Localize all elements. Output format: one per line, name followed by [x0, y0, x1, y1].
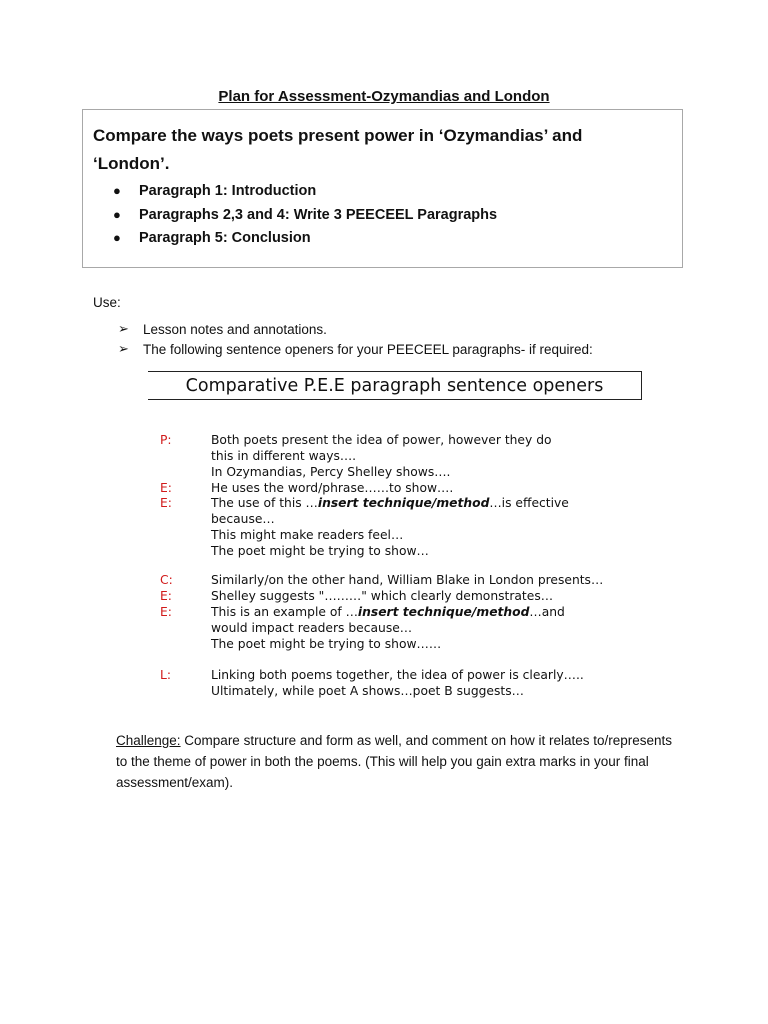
opener-letter: P:: [160, 433, 172, 447]
bullet-icon: ●: [113, 230, 121, 245]
opener-row: [0, 605, 768, 621]
opener-text: [211, 528, 403, 542]
opener-row: [0, 573, 768, 589]
opener-text: [211, 512, 275, 526]
opener-text-start: This might make readers feel…: [211, 528, 404, 542]
opener-text: [211, 589, 553, 603]
opener-text: [211, 449, 356, 463]
opener-row: [0, 481, 768, 497]
opener-text: [211, 684, 524, 698]
opener-row: [0, 621, 768, 637]
opener-text-start: He uses the word/phrase……to show….: [211, 481, 454, 495]
opener-text: [211, 481, 453, 495]
task-item-introduction: Paragraph 1: Introduction: [139, 183, 317, 199]
opener-text-start: because…: [211, 512, 275, 526]
challenge-label: Challenge:: [116, 733, 181, 748]
opener-row: [0, 449, 768, 465]
opener-letter: E:: [160, 481, 172, 495]
resource-item: Lesson notes and annotations.: [143, 322, 327, 337]
opener-text: [211, 637, 441, 651]
opener-text: [211, 433, 552, 447]
opener-text-end: …is effective: [489, 496, 569, 510]
task-item-conclusion: Paragraph 5: Conclusion: [139, 230, 311, 246]
opener-text-start: Shelley suggests "………" which clearly demonstrates…: [211, 589, 554, 603]
opener-row: [0, 528, 768, 544]
use-label: Use:: [93, 295, 121, 310]
opener-row: [0, 668, 768, 684]
opener-row: [0, 512, 768, 528]
bullet-icon: ●: [113, 206, 121, 222]
opener-text-start: The poet might be trying to show……: [211, 637, 442, 651]
opener-row: [0, 496, 768, 512]
opener-text-start: Similarly/on the other hand, William Blake in London presents…: [211, 573, 604, 587]
document-title: Plan for Assessment-Ozymandias and London: [218, 88, 550, 105]
opener-row: [0, 589, 768, 605]
opener-row: [0, 544, 768, 560]
resource-item: The following sentence openers for your PEECEEL paragraphs- if required:: [143, 342, 593, 357]
opener-letter: E:: [160, 605, 172, 619]
opener-text-start: The poet might be trying to show…: [211, 544, 429, 558]
challenge-paragraph: [116, 730, 676, 793]
opener-text: [211, 573, 603, 587]
opener-emphasis: insert technique/method: [357, 605, 530, 619]
opener-text: [211, 465, 450, 479]
task-box: [82, 109, 683, 268]
task-item-peeceel-paragraphs: Paragraphs 2,3 and 4: Write 3 PEECEEL Paragraphs: [139, 206, 498, 223]
opener-letter: E:: [160, 496, 172, 510]
opener-text-start: In Ozymandias, Percy Shelley shows….: [211, 465, 451, 479]
opener-emphasis: insert technique/method: [317, 496, 490, 510]
opener-letter: E:: [160, 589, 172, 603]
opener-text-start: would impact readers because…: [211, 621, 413, 635]
opener-text: [211, 605, 565, 619]
opener-text: [211, 668, 584, 682]
opener-text-start: This is an example of …: [211, 605, 358, 619]
task-heading: Compare the ways poets present power in ‘Ozymandias’ and ‘London’.: [93, 126, 583, 173]
opener-text-start: Ultimately, while poet A shows…poet B suggests…: [211, 684, 524, 698]
opener-letter: C:: [160, 573, 173, 587]
opener-text-start: The use of this …: [211, 496, 318, 510]
opener-text-start: Both poets present the idea of power, however they do: [211, 433, 552, 447]
opener-letter: L:: [160, 668, 171, 682]
arrow-bullet-icon: ➢: [118, 341, 129, 356]
bullet-icon: ●: [113, 183, 121, 198]
opener-text-start: Linking both poems together, the idea of power is clearly…..: [211, 668, 584, 682]
opener-text-start: this in different ways….: [211, 449, 357, 463]
opener-text: [211, 621, 412, 635]
opener-row: [0, 465, 768, 481]
challenge-text: Compare structure and form as well, and comment on how it relates to/represents to the theme of power in both the poems. (This will help you gain extra marks in your final assessment/exam).: [116, 733, 673, 790]
arrow-bullet-icon: ➢: [118, 321, 129, 336]
opener-text: [211, 496, 569, 510]
opener-row: [0, 637, 768, 653]
opener-row: [0, 684, 768, 700]
openers-title: Comparative P.E.E paragraph sentence openers: [148, 371, 642, 400]
opener-text: [211, 544, 429, 558]
opener-text-end: …and: [529, 605, 565, 619]
opener-row: [0, 433, 768, 449]
